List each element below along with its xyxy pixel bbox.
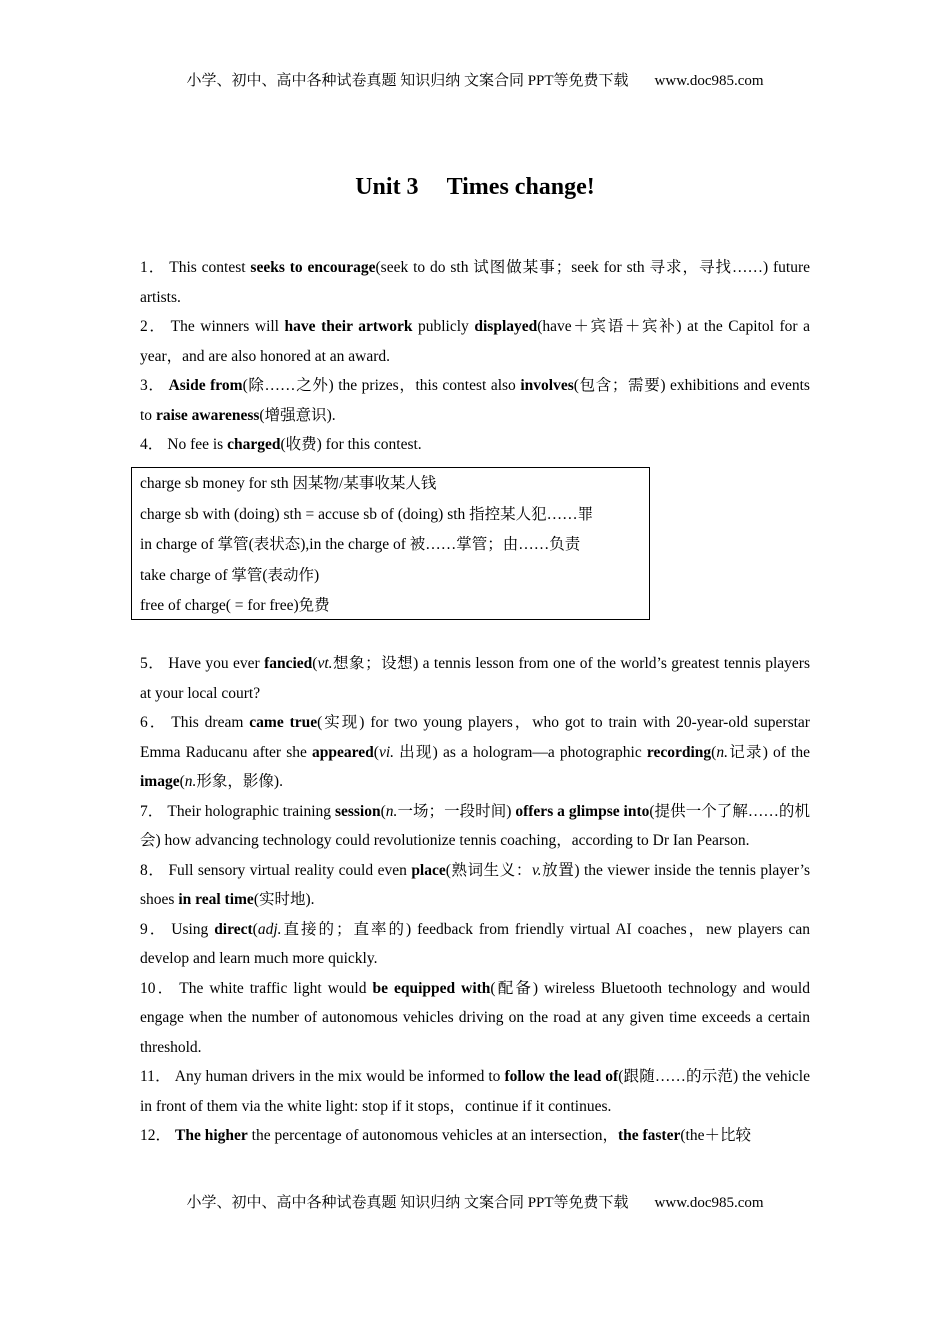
footer-site: www.doc985.com — [654, 1195, 764, 1211]
page-title — [0, 174, 950, 201]
sentence-item: 1． This contest seeks to encourage(seek to do sth 试图做某事；seek for sth 寻求，寻找……) future artists. — [140, 259, 810, 306]
sentence-item: 9． Using direct(adj.直接的；直率的) feedback from friendly virtual AI coaches，new players can develop and learn much more quickly. — [140, 920, 810, 967]
sentence-item: 2． The winners will have their artwork publicly displayed(have＋宾语＋宾补) at the Capitol for a year，and are also honored at an award. — [140, 318, 810, 365]
sentence-item: 11． Any human drivers in the mix would be informed to follow the lead of(跟随……的示范) the vehicle in front of them via the white light: stop if it stops，continue if it continues. — [140, 1068, 810, 1115]
charge-usage-line: free of charge( = for free)免费 — [140, 597, 330, 614]
page-footer — [0, 1191, 950, 1212]
sentence-item: 8． Full sensory virtual reality could even place(熟词生义：v.放置) the viewer inside the tennis player’s shoes in real time(实时地). — [140, 861, 810, 908]
page-header — [0, 69, 950, 90]
header-site: www.doc985.com — [654, 73, 764, 89]
charge-usage-line: in charge of 掌管(表状态),in the charge of 被……掌管；由……负责 — [140, 536, 581, 553]
footer-text: 小学、初中、高中各种试卷真题 知识归纳 文案合同 PPT等免费下载 — [186, 1195, 629, 1211]
sentence-list-b — [140, 649, 810, 1151]
sentence-list-a — [140, 253, 810, 460]
charge-usage-line: take charge of 掌管(表动作) — [140, 566, 320, 584]
charge-usage-box — [131, 467, 650, 620]
unit-label: Unit 3 — [355, 174, 419, 200]
sentence-item: 7． Their holographic training session(n.一场；一段时间) offers a glimpse into(提供一个了解……的机会) how advancing technology could revolutionize tennis coaching，according to Dr Ian Pearson. — [140, 802, 810, 849]
sentence-item: 12． The higher the percentage of autonomous vehicles at an intersection，the faster(the＋比较 — [140, 1127, 751, 1144]
sentence-item: 6． This dream came true(实现) for two young players，who got to train with 20-year-old superstar Emma Raducanu after she appeared(vi. 出现) as a hologram—a photographic recording(n.记录) of the image(n.形象，影像). — [140, 714, 810, 790]
header-text: 小学、初中、高中各种试卷真题 知识归纳 文案合同 PPT等免费下载 — [186, 73, 629, 89]
sentence-item: 5． Have you ever fancied(vt.想象；设想) a tennis lesson from one of the world’s greatest tennis players at your local court? — [140, 655, 811, 702]
sentence-item: 4． No fee is charged(收费) for this contest. — [140, 436, 422, 453]
charge-usage-line: charge sb with (doing) sth = accuse sb of (doing) sth 指控某人犯……罪 — [140, 505, 594, 523]
unit-name: Times change! — [446, 174, 595, 200]
charge-usage-line: charge sb money for sth 因某物/某事收某人钱 — [140, 475, 437, 492]
sentence-item: 10． The white traffic light would be equipped with(配备) wireless Bluetooth technology and would engage when the number of autonomous vehicles driving on the road at any given time exceeds a certain threshold. — [140, 979, 810, 1056]
sentence-item: 3． Aside from(除……之外) the prizes，this contest also involves(包含；需要) exhibitions and events to raise awareness(增强意识). — [140, 377, 810, 424]
